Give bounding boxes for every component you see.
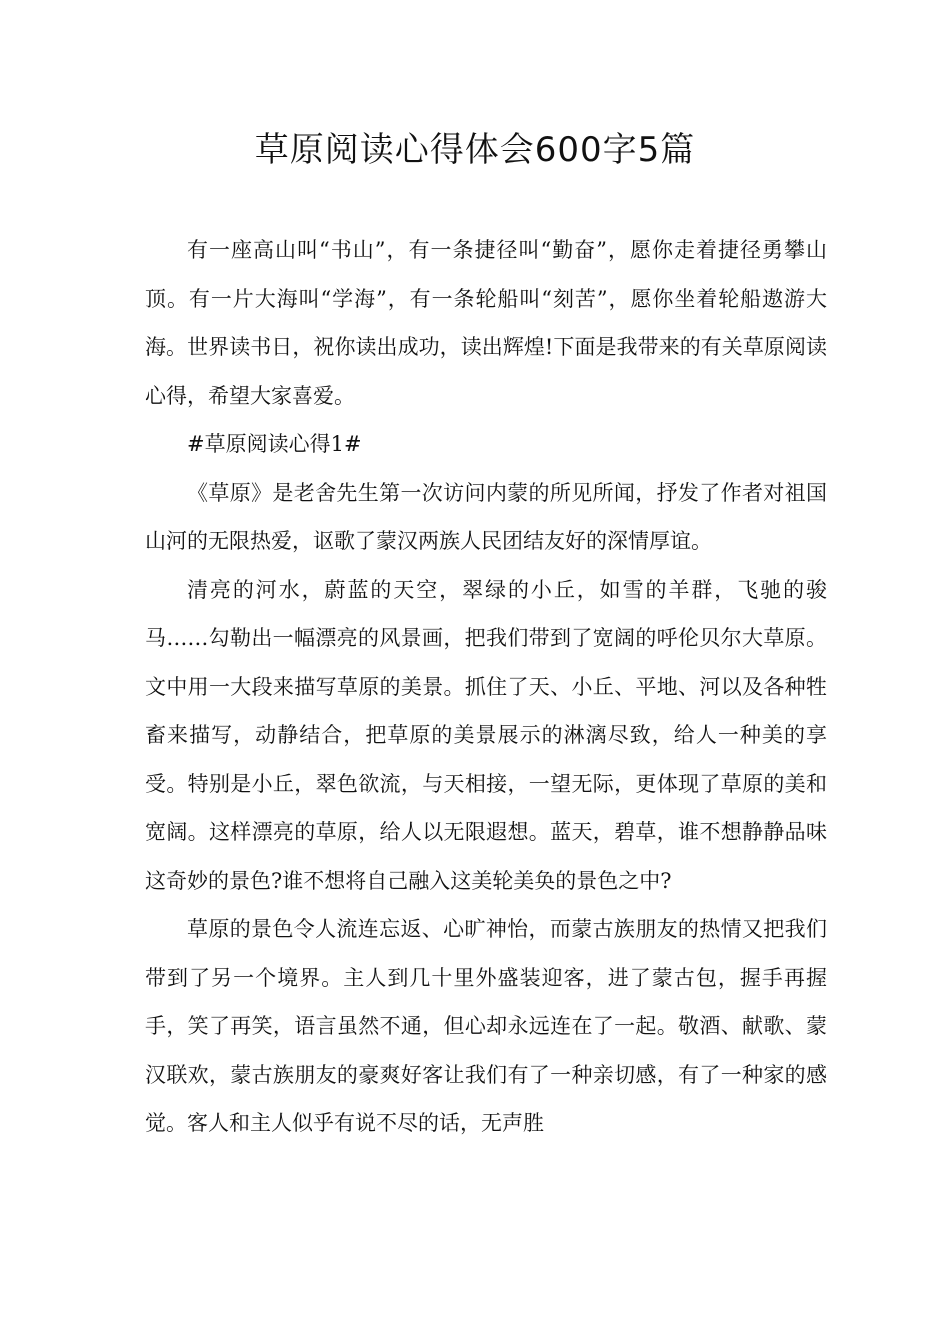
intro-paragraph: 有一座高山叫“书山”，有一条捷径叫“勤奋”，愿你走着捷径勇攀山顶。有一片大海叫“学海”，有一条轮船叫“刻苦”，愿你坐着轮船遨游大海。世界读书日，祝你读出成功，读出辉煌!下面是我带来的有关草原阅读心得，希望大家喜爱。 (145, 238, 827, 408)
document-body (145, 226, 827, 1148)
body-paragraph: 草原的景色令人流连忘返、心旷神怡，而蒙古族朋友的热情又把我们带到了另一个境界。主人到几十里外盛装迎客，进了蒙古包，握手再握手，笑了再笑，语言虽然不通，但心却永远连在了一起。敬酒、献歌、蒙汉联欢，蒙古族朋友的豪爽好客让我们有了一种亲切感，有了一种家的感觉。客人和主人似乎有说不尽的话，无声胜 (145, 917, 827, 1135)
document-title: 草原阅读心得体会600字5篇 (254, 130, 696, 170)
section-heading: #草原阅读心得1# (187, 432, 362, 456)
body-paragraph: 清亮的河水，蔚蓝的天空，翠绿的小丘，如雪的羊群，飞驰的骏马……勾勒出一幅漂亮的风景画，把我们带到了宽阔的呼伦贝尔大草原。文中用一大段来描写草原的美景。抓住了天、小丘、平地、河以及各种牲畜来描写，动静结合，把草原的美景展示的淋漓尽致，给人一种美的享受。特别是小丘，翠色欲流，与天相接，一望无际，更体现了草原的美和宽阔。这样漂亮的草原，给人以无限遐想。蓝天，碧草，谁不想静静品味这奇妙的景色?谁不想将自己融入这美轮美奂的景色之中? (145, 577, 827, 893)
body-paragraph: 《草原》是老舍先生第一次访问内蒙的所见所闻，抒发了作者对祖国山河的无限热爱，讴歌了蒙汉两族人民团结友好的深情厚谊。 (145, 480, 827, 553)
